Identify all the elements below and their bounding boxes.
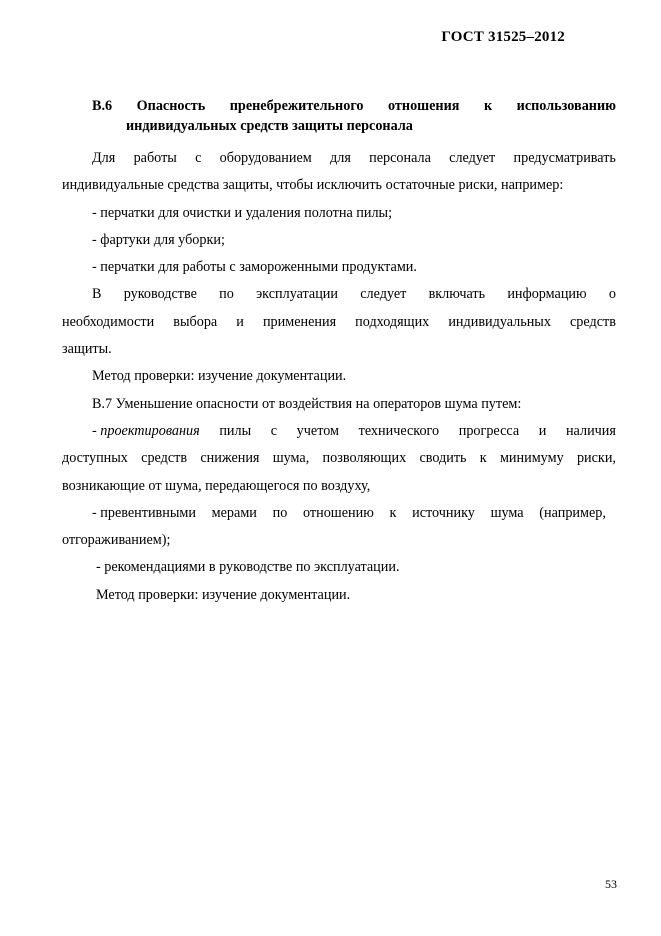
list-item: - фартуки для уборки; [92, 231, 225, 248]
verification-method: Метод проверки: изучение документации. [92, 368, 347, 385]
word: информацию [507, 286, 587, 303]
title-word: Опасность [136, 98, 206, 114]
word: о [608, 286, 616, 303]
word: средств [570, 313, 616, 330]
paragraph-line [62, 445, 616, 472]
word: позволяющих [322, 450, 407, 467]
paragraph-line: отгораживанием); [62, 532, 171, 549]
word: для [330, 150, 351, 166]
paragraph-line: защиты. [62, 341, 112, 358]
word: наличия [565, 422, 616, 439]
verification-method: Метод проверки: изучение документации. [96, 586, 351, 603]
list-item: - перчатки для очистки и удаления полотна пилы; [92, 204, 393, 221]
word: риски, [576, 450, 616, 467]
word: шума, [272, 450, 310, 467]
word: снижения [200, 450, 260, 467]
word: мерами [211, 504, 257, 521]
word: сводить [419, 450, 467, 467]
word: средств [141, 450, 188, 467]
word: прогресса [458, 422, 520, 439]
section-b7-heading: В.7 Уменьшение опасности от воздействия на операторов шума путем: [92, 395, 522, 412]
word: и [236, 313, 244, 330]
section-number: В.6 [92, 98, 113, 114]
word: В [92, 286, 102, 303]
word: руководстве [123, 286, 197, 303]
word: (например, [539, 504, 606, 521]
word: минимуму [499, 450, 564, 467]
word: учетом [296, 422, 340, 439]
word: с [270, 422, 278, 439]
word: к [479, 450, 487, 467]
word: - превентивными [92, 504, 196, 521]
word: предусматривать [513, 150, 616, 166]
word: технического [358, 422, 440, 439]
word: выбора [173, 313, 218, 330]
word: по [272, 504, 288, 521]
paragraph-line [62, 145, 616, 172]
word: включать [428, 286, 486, 303]
paragraph-line [62, 418, 616, 445]
word: пилы [219, 422, 252, 439]
word: эксплуатации [256, 286, 338, 303]
word: индивидуальных [448, 313, 551, 330]
page-number: 53 [605, 877, 617, 891]
word: по [219, 286, 234, 303]
word: отношению [303, 504, 374, 521]
section-title-line2: индивидуальных средств защиты персонала [126, 118, 413, 134]
word: и [538, 422, 547, 439]
word: применения [262, 313, 337, 330]
title-word: использованию [516, 98, 616, 114]
word: необходимости [62, 313, 155, 330]
word: доступных [62, 450, 128, 467]
word: шума [490, 504, 524, 521]
paragraph-line: возникающие от шума, передающегося по воздуху, [62, 477, 371, 494]
word: оборудованием [219, 150, 312, 166]
word: источнику [412, 504, 475, 521]
list-item: - перчатки для работы с замороженными продуктами. [92, 259, 417, 276]
word: работы [133, 150, 177, 166]
document-header: ГОСТ 31525–2012 [441, 29, 565, 45]
paragraph-line [62, 500, 616, 527]
title-word: пренебрежительного [229, 98, 364, 114]
section-title-line1 [92, 96, 616, 116]
word: следует [449, 150, 496, 166]
word: с [195, 150, 202, 166]
word: следует [360, 286, 407, 303]
word: персонала [369, 150, 431, 166]
paragraph-line [62, 281, 616, 308]
word: подходящих [355, 313, 430, 330]
word: Для [92, 150, 116, 166]
paragraph-line [62, 309, 616, 336]
document-body [62, 145, 616, 609]
paragraph-line: индивидуальные средства защиты, чтобы исключить остаточные риски, например: [62, 177, 564, 194]
title-word: к [483, 98, 493, 114]
emphasis-word: - проектирования [92, 422, 200, 439]
section-title-b6 [92, 96, 616, 136]
word: к [389, 504, 397, 521]
title-word: отношения [388, 98, 460, 114]
list-item: - рекомендациями в руководстве по эксплуатации. [96, 559, 400, 576]
